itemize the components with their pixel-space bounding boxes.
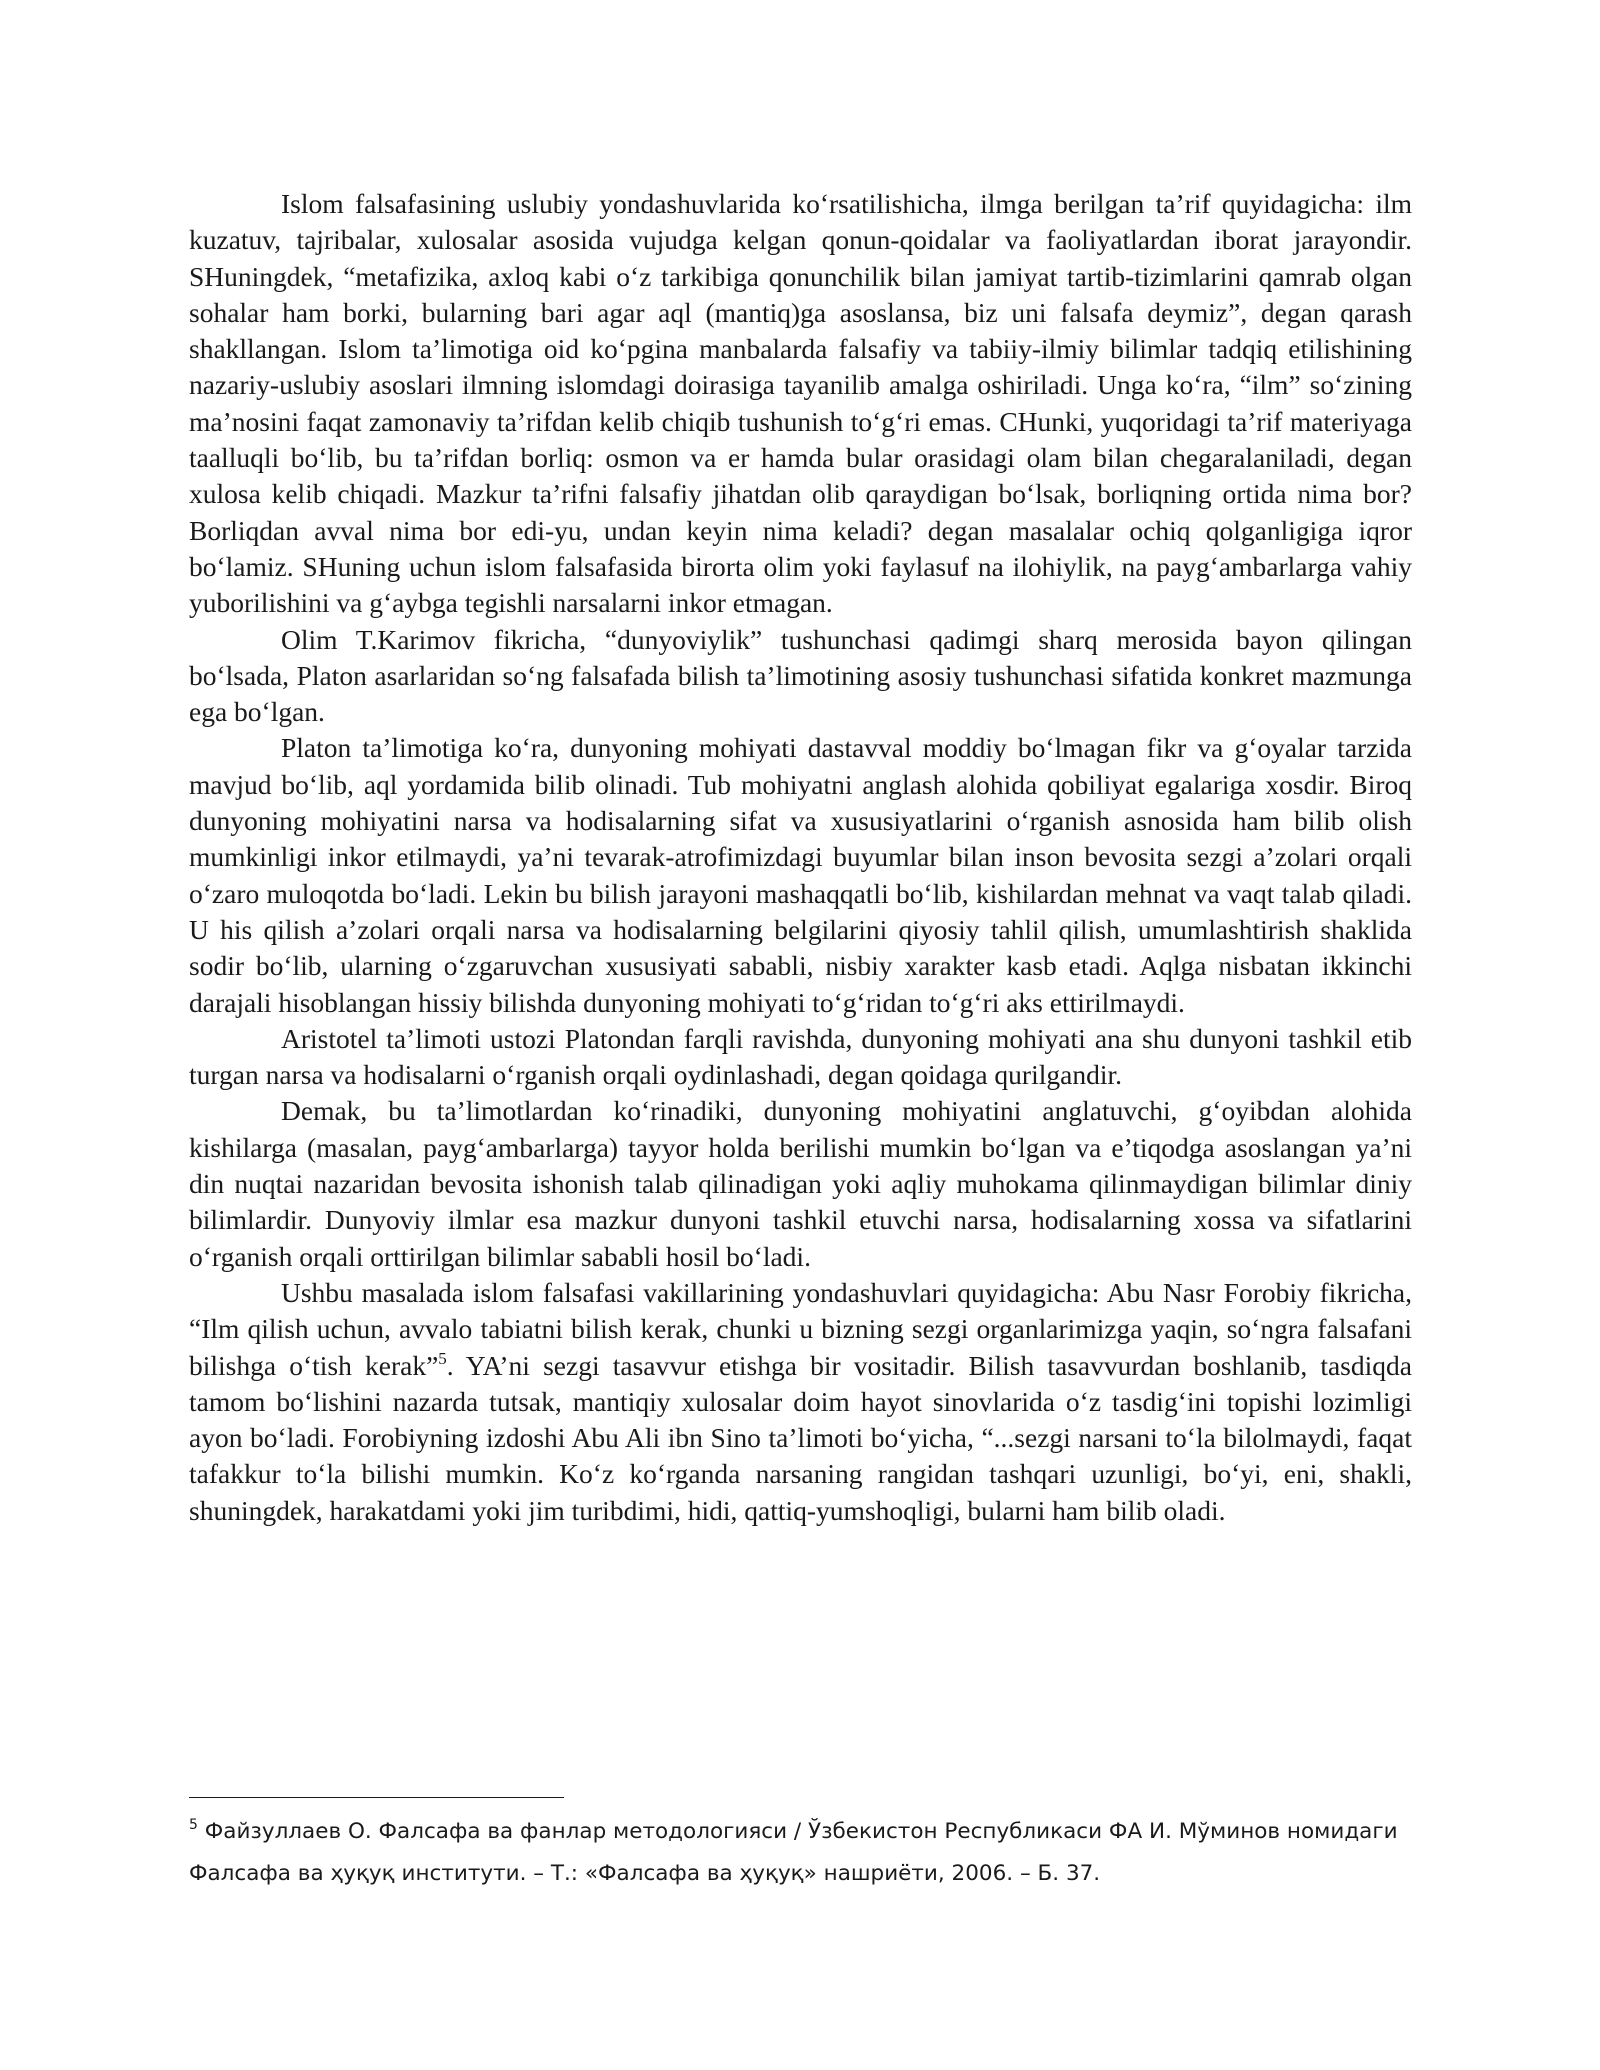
- footnote-text: Файзуллаев О. Фалсафа ва фанлар методологияси / Ўзбекистон Республикаси ФА И. Мўминов номидаги Фалсафа ва ҳуқуқ институти. – Т.: «Фалсафа ва ҳуқуқ» нашриёти, 2006. – Б. 37.: [189, 1819, 1398, 1886]
- paragraph-4: Aristotel ta’limoti ustozi Platondan farqli ravishda, dunyoning mohiyati ana shu dunyoni tashkil etib turgan narsa va hodisalarni oʻrganish orqali oydinlashadi, degan qoidaga qurilgandir.: [189, 1022, 1412, 1091]
- footnote-separator: [189, 1797, 564, 1798]
- paragraph-1: Islom falsafasining uslubiy yondashuvlarida koʻrsatilishicha, ilmga berilgan ta’rif quyidagicha: ilm kuzatuv, tajribalar, xulosalar asosida vujudga kelgan qonun-qoidalar va faoliyatlardan iborat jarayondir. SHuningdek, “metafizika, axloq kabi oʻz tarkibiga qonunchilik bilan jamiyat tartib-tizimlarini qamrab olgan sohalar ham borki, bularning bari agar aql (mantiq)ga asoslansa, biz uni falsafa deymiz”, degan qarash shakllangan. Islom ta’limotiga oid koʻpgina manbalarda falsafiy va tabiiy-ilmiy bilimlar tadqiq etilishining nazariy-uslubiy asoslari ilmning islomdagi doirasiga tayanilib amalga oshiriladi. Unga koʻra, “ilm” soʻzining ma’nosini faqat zamonaviy ta’rifdan kelib chiqib tushunish toʻgʻri emas. CHunki, yuqoridagi ta’rif materiyaga taalluqli boʻlib, bu ta’rifdan borliq: osmon va er hamda bular orasidagi olam bilan chegaralaniladi, degan xulosa kelib chiqadi. Mazkur ta’rifni falsafiy jihatdan olib qaraydigan boʻlsak, borliqning ortida nima bor? Borliqdan avval nima bor edi-yu, undan keyin nima keladi? degan masalalar ochiq qolganligiga iqror boʻlamiz. SHuning uchun islom falsafasida birorta olim yoki faylasuf na ilohiylik, na paygʻambarlarga vahiy yuborilishini va gʻaybga tegishli narsalarni inkor etmagan.: [189, 188, 1412, 619]
- paragraph-6: [189, 1275, 1412, 1529]
- paragraph-3: Platon ta’limotiga koʻra, dunyoning mohiyati dastavval moddiy boʻlmagan fikr va gʻoyalar tarzida mavjud boʻlib, aql yordamida bilib olinadi. Tub mohiyatni anglash alohida qobiliyat egalariga xosdir. Biroq dunyoning mohiyatini narsa va hodisalarning sifat va xususiyatlarini oʻrganish asnosida ham bilib olish mumkinligi inkor etilmaydi, ya’ni tevarak-atrofimizdagi buyumlar bilan inson bevosita sezgi a’zolari orqali oʻzaro muloqotda boʻladi. Lekin bu bilish jarayoni mashaqqatli boʻlib, kishilardan mehnat va vaqt talab qiladi. U his qilish a’zolari orqali narsa va hodisalarning belgilarini qiyosiy tahlil qilish, umumlashtirish shaklida sodir boʻlib, ularning oʻzgaruvchan xususiyati sababli, nisbiy xarakter kasb etadi. Aqlga nisbatan ikkinchi darajali hisoblangan hissiy bilishda dunyoning mohiyati toʻgʻridan toʻgʻri aks ettirilmaydi.: [189, 732, 1412, 1018]
- footnote-number: 5: [189, 1817, 198, 1833]
- paragraph-5: Demak, bu ta’limotlardan koʻrinadiki, dunyoning mohiyatini anglatuvchi, gʻoyibdan alohida kishilarga (masalan, paygʻambarlarga) tayyor holda berilishi mumkin boʻlgan va e’tiqodga asoslangan ya’ni din nuqtai nazaridan bevosita ishonish talab qilinadigan yoki aqliy muhokama qilinmaydigan bilimlar diniy bilimlardir. Dunyoviy ilmlar esa mazkur dunyoni tashkil etuvchi narsa, hodisalarning xossa va sifatlarini oʻrganish orqali orttirilgan bilimlar sababli hosil boʻladi.: [189, 1095, 1412, 1272]
- paragraph-6-text-after-ref: . YA’ni sezgi tasavvur etishga bir vositadir. Bilish tasavvurdan boshlanib, tasdiqda tamom boʻlishini nazarda tutsak, mantiqiy xulosalar doim hayot sinovlarida oʻz tasdigʻini topishi lozimligi ayon boʻladi. Forobiyning izdoshi Abu Ali ibn Sino ta’limoti boʻyicha, “...sezgi narsani toʻla bilolmaydi, faqat tafakkur toʻla bilishi mumkin. Koʻz koʻrganda narsaning rangidan tashqari uzunligi, boʻyi, eni, shakli, shuningdek, harakatdami yoki jim turibdimi, hidi, qattiq-yumshoqligi, bularni ham bilib oladi.: [189, 1349, 1412, 1526]
- body-text: [189, 186, 1412, 1529]
- footnote-reference[interactable]: 5: [438, 1348, 447, 1368]
- paragraph-2: Olim T.Karimov fikricha, “dunyoviylik” tushunchasi qadimgi sharq merosida bayon qilingan boʻlsada, Platon asarlaridan soʻng falsafada bilish ta’limotining asosiy tushunchasi sifatida konkret mazmunga ega boʻlgan.: [189, 623, 1412, 728]
- footnote: [189, 1811, 1412, 1895]
- paragraph-6-text-before-ref: Ushbu masalada islom falsafasi vakillarining yondashuvlari quyidagicha: Abu Nasr Forobiy fikricha, “Ilm qilish uchun, avvalo tabiatni bilish kerak, chunki u bizning sezgi organlarimizga yaqin, soʻngra falsafani bilishga oʻtish kerak”: [189, 1276, 1412, 1381]
